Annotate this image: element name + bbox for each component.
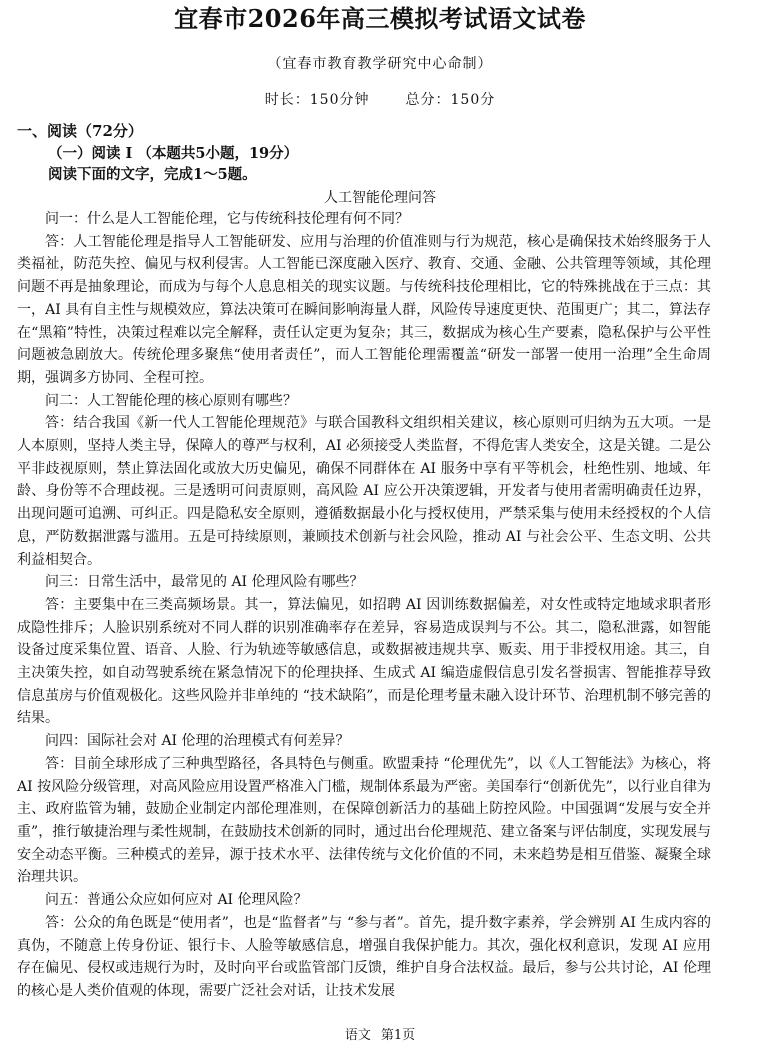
answer-5: 答：公众的角色既是“使用者”，也是“监督者”与 “参与者”。首先，提升数字素养，学会辨别 AI 生成内容的真伪，不随意上传身份证、银行卡、人脸等敏感信息，增强自我保护能力。其次，强化权利意识，发现 AI 应用存在偏见、侵权或违规行为时，及时向平台或监管部门反馈，维护自身合法权益。最后，参与公共讨论，AI 伦理的核心是人类价值观的体现，需要广泛社会对话，让技术发展 [17, 914, 711, 999]
duration-text: 时长：150分钟 [264, 92, 370, 108]
question-2: 问二：人工智能伦理的核心原则有哪些？ [45, 392, 297, 409]
question-5: 问五：普通公众应如何应对 AI 伦理风险？ [45, 892, 308, 909]
exam-meta [0, 89, 760, 111]
section-heading: 一、阅读（72分） [17, 122, 143, 140]
page-footer [0, 1027, 760, 1045]
footer-page-number: 第1页 [380, 1028, 416, 1043]
answer-3: 答：主要集中在三类高频场景。其一，算法偏见，如招聘 AI 因训练数据偏差，对女性或特定地域求职者形成隐性排斥；人脸识别系统对不同人群的识别准确率存在差异，容易造成误判与不公。其二，隐私泄露，如智能设备过度采集位置、语音、人脸、行为轨迹等敏感信息，或数据被违规共享、贩卖、用于非授权用途。其三，自主决策失控，如自动驾驶系统在紧急情况下的伦理抉择、生成式 AI 编造虚假信息引发名誉损害、智能推荐导致信息茧房与价值观极化。这些风险并非单纯的 “技术缺陷”，而是伦理考量未融入设计环节、治理机制不够完善的结果。 [17, 596, 711, 727]
answer-1: 答：人工智能伦理是指导人工智能研发、应用与治理的价值准则与行为规范，核心是确保技术始终服务于人类福祉，防范失控、偏见与权利侵害。人工智能已深度融入医疗、教育、交通、金融、公共管理等领域，其伦理问题不再是抽象理论，而成为与每个人息息相关的现实议题。与传统科技伦理相比，它的特殊挑战在于三点：其一，AI 具有自主性与规模效应，算法决策可在瞬间影响海量人群，风险传导速度更快、范围更广；其二，算法存在“黑箱”特性，决策过程难以完全解释，责任认定更为复杂；其三，数据成为核心生产要素，隐私保护与公平性问题被急剧放大。传统伦理多聚焦“使用者责任”，而人工智能伦理需覆盖“研发一部署一使用一治理”全生命周期，强调多方协同、全程可控。 [17, 233, 711, 386]
reading-instruction: 阅读下面的文字，完成1～5题。 [48, 166, 257, 183]
question-3: 问三：日常生活中，最常见的 AI 伦理风险有哪些？ [45, 574, 364, 591]
issuer-line: （宜春市教育教学研究中心命制） [267, 56, 493, 72]
answer-4: 答：目前全球形成了三种典型路径，各具特色与侧重。欧盟秉持 “伦理优先”，以《人工智能法》为核心，将 AI 按风险分级管理，对高风险应用设置严格准入门槛，规制体系最为严密。美国奉行“创新优先”，以行业自律为主、政府监管为辅，鼓励企业制定内部伦理准则，在保障创新活力的基础上防控风险。中国强调“发展与安全并重”，推行敏捷治理与柔性规制，在鼓励技术创新的同时，通过出台伦理规范、建立备案与评估制度，实现发展与安全动态平衡。三种模式的差异，源于技术水平、法律传统与文化价值的不同，未来趋势是相互借鉴、凝聚全球治理共识。 [17, 755, 711, 886]
question-4: 问四：国际社会对 AI 伦理的治理模式有何差异？ [45, 733, 350, 750]
article-body [17, 208, 711, 1003]
answer-2: 答：结合我国《新一代人工智能伦理规范》与联合国教科文组织相关建议，核心原则可归纳为五大项。一是人本原则，坚持人类主导，保障人的尊严与权利，AI 必须接受人类监督，不得危害人类安全，这是关键。二是公平非歧视原则，禁止算法固化或放大历史偏见，确保不同群体在 AI 服务中享有平等机会，杜绝性别、地域、年龄、身份等不合理歧视。三是透明可问责原则，高风险 AI 应公开决策逻辑，开发者与使用者需明确责任边界，出现问题可追溯、可纠正。四是隐私安全原则，遵循数据最小化与授权使用，严禁采集与使用未经授权的个人信息，严防数据泄露与滥用。五是可持续原则，兼顾技术创新与社会风险，推动 AI 与社会公平、生态文明、公共利益相契合。 [17, 415, 711, 568]
question-1: 问一：什么是人工智能伦理，它与传统科技伦理有何不同？ [45, 211, 409, 227]
exam-title: 宜春市2026年高三模拟考试语文试卷 [174, 4, 586, 33]
article-title: 人工智能伦理问答 [324, 190, 436, 206]
footer-subject: 语文 [344, 1028, 371, 1043]
total-score-text: 总分：150分 [405, 92, 496, 108]
subsection-heading: （一）阅读 I （本题共5小题，19分） [48, 145, 299, 162]
